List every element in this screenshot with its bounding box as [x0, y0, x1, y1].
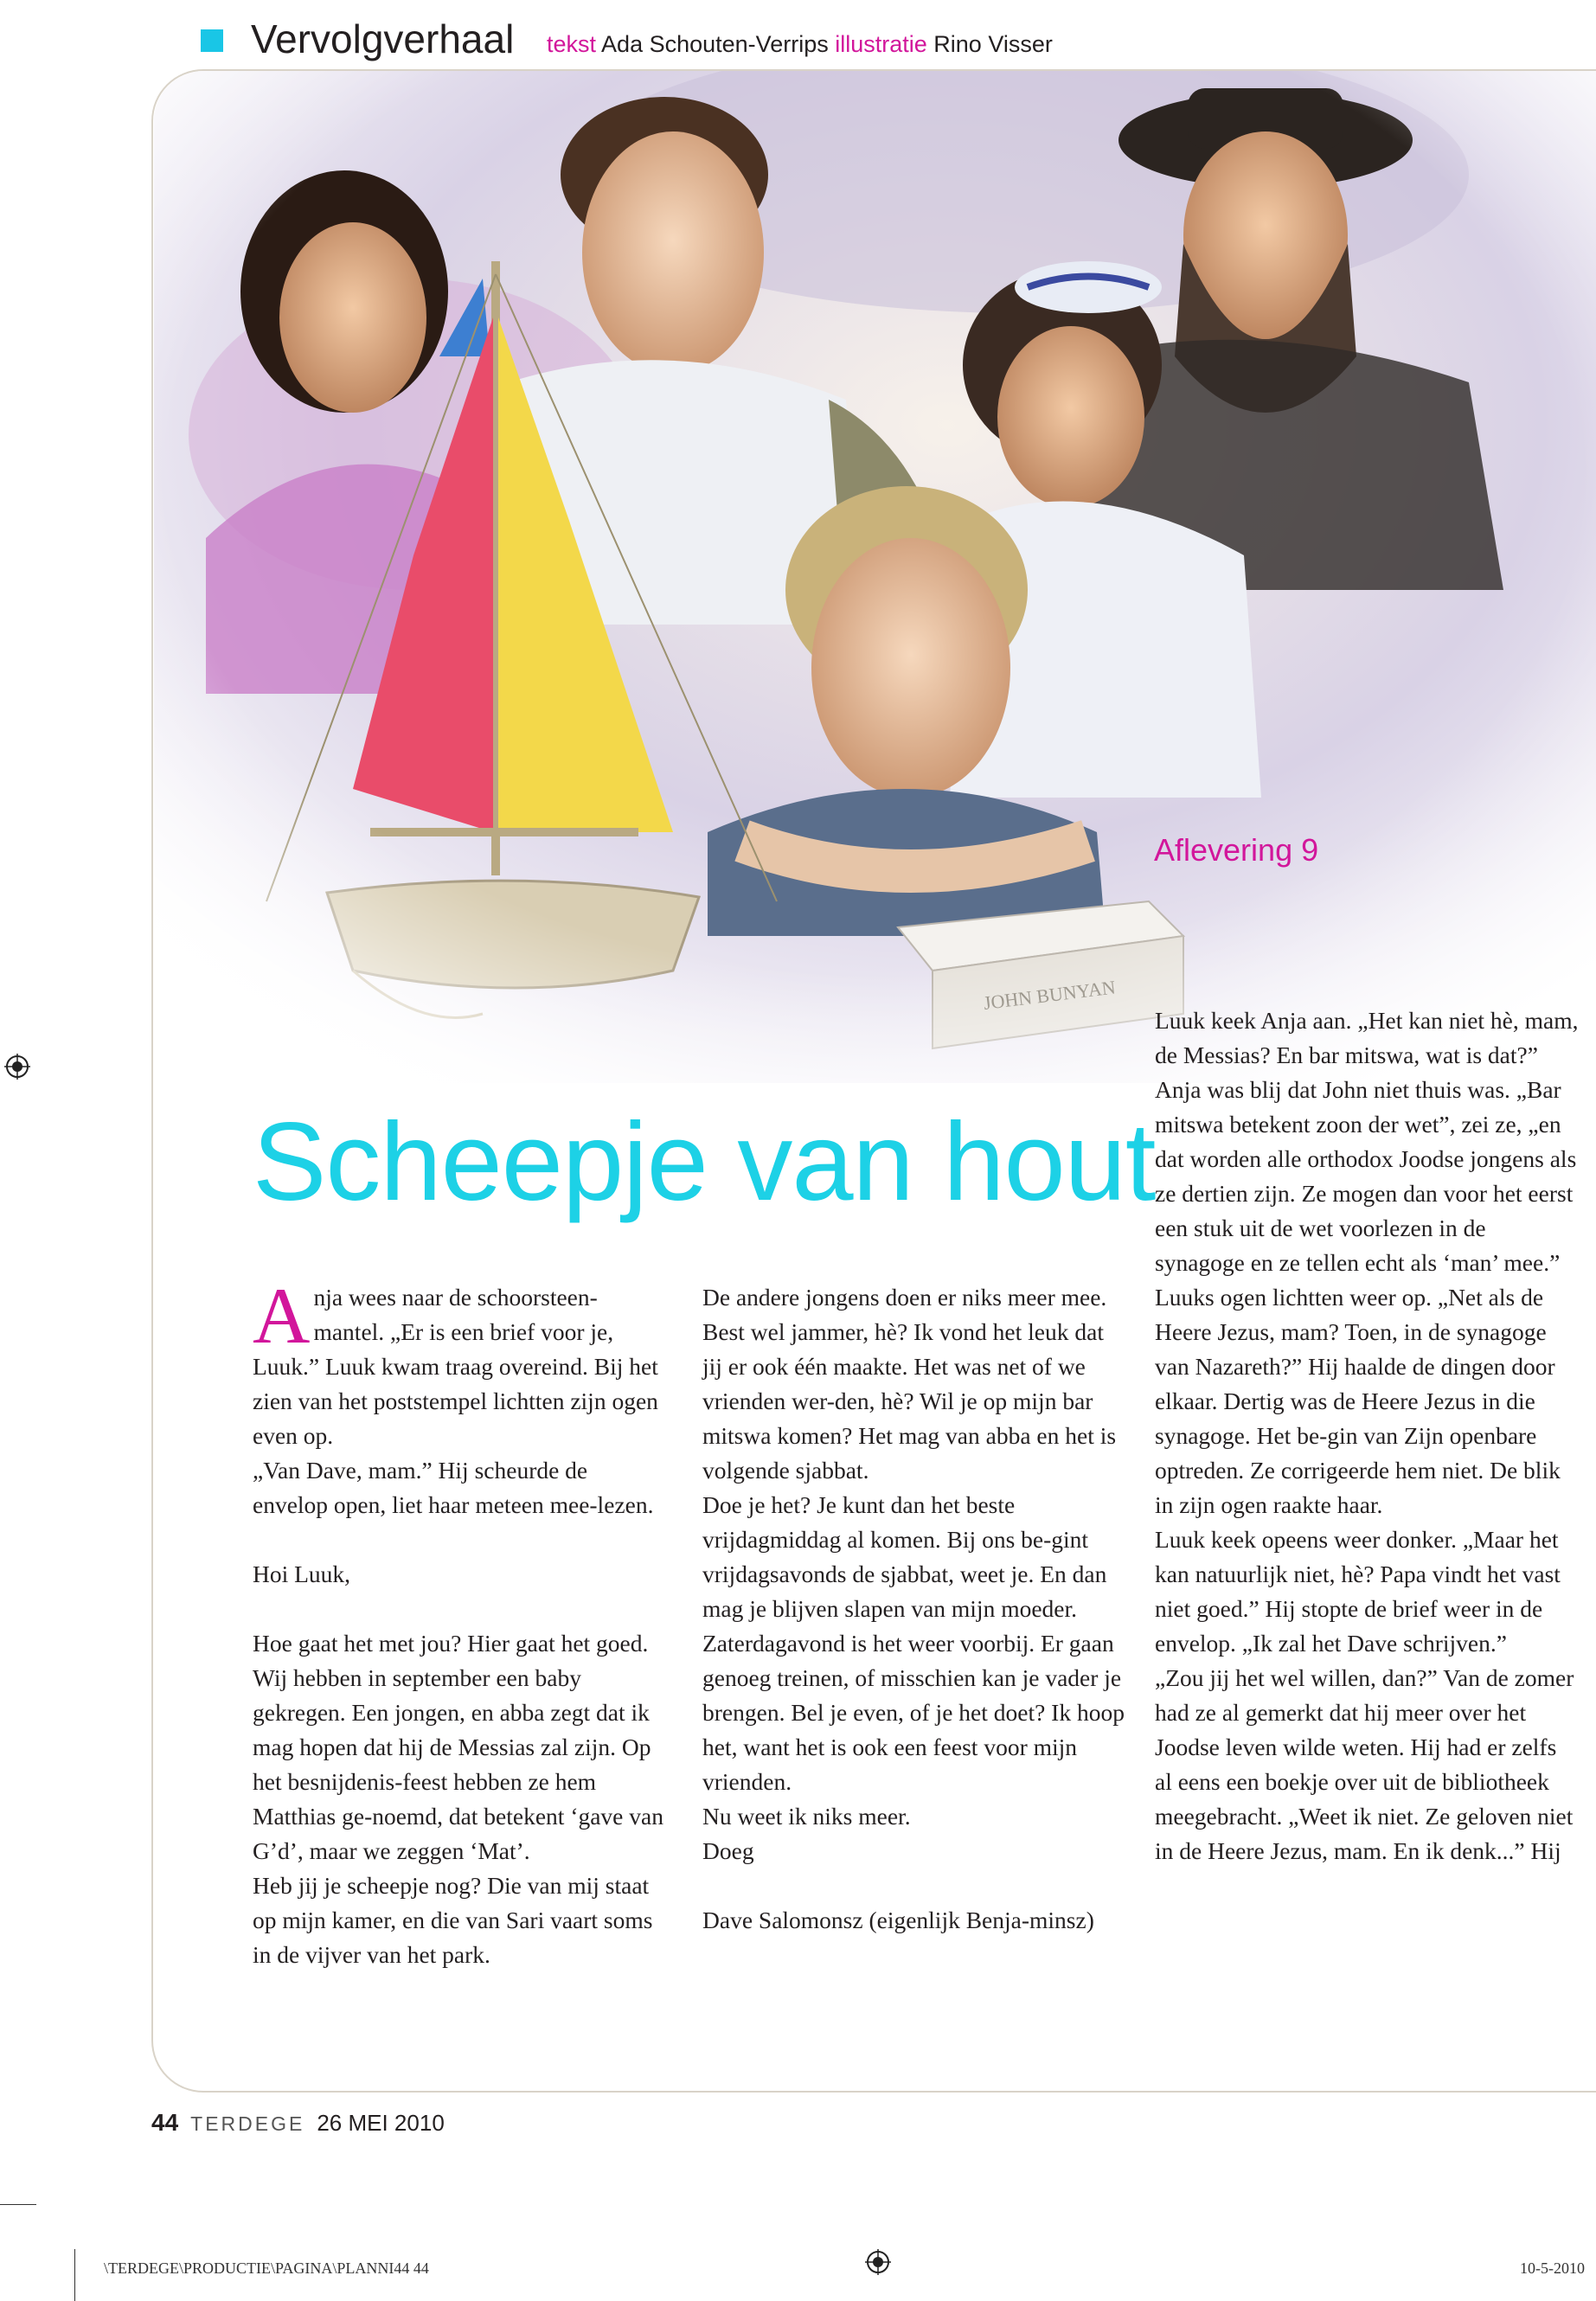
paragraph: Nu weet ik niks meer. — [702, 1803, 911, 1830]
letter-salutation: Hoi Luuk, — [253, 1561, 351, 1587]
article-column-3 — [1155, 1003, 1579, 1868]
paragraph: Hoe gaat het met jou? Hier gaat het goed. Wij hebben in september een baby gekregen. Een jongen, en abba zegt dat ik mag hopen dat hij de Messias zal zijn. Op het besnijdenis-feest hebben ze hem Matthias ge-noemd, dat betekent ‘gave van G’d’, maar we zeggen ‘Mat’. — [253, 1630, 663, 1864]
article-column-2 — [702, 1280, 1126, 1938]
paragraph: Doe je het? Je kunt dan het beste vrijdagmiddag al komen. Bij ons be-gint vrijdagsavonds de sjabbat, weet je. En dan mag je blijven slapen van mijn moeder. Zaterdagavond is het weer voorbij. Er gaan genoeg treinen, of misschien kan je vader je brengen. Bel je even, of je het doet? Ik hoop het, want het is ook een feest voor mijn vrienden. — [702, 1491, 1125, 1795]
paragraph: Luuk keek opeens weer donker. „Maar het kan natuurlijk niet, hè? Papa vindt het vast niet goed.” Hij stopte de brief weer in de envelop. „Ik zal het Dave schrijven.” — [1155, 1526, 1561, 1657]
episode-label: Aflevering 9 — [1154, 832, 1319, 868]
paragraph: „Zou jij het wel willen, dan?” Van de zomer had ze al gemerkt dat hij meer over het Joodse leven wilde weten. Hij had er zelfs al eens een boekje over uit de bibliotheek meegebracht. „Weet ik niet. Ze geloven niet in de Heere Jezus, mam. En ik denk...” Hij — [1155, 1664, 1574, 1864]
paragraph: Anja was blij dat John niet thuis was. „Bar mitswa betekent zoon der wet”, zei ze, „en dat worden alle orthodox Joodse jongens als ze dertien zijn. Ze mogen dan voor het eerst een stuk uit de wet voorlezen in de synagoge en ze tellen echt als ‘man’ mee.” — [1155, 1076, 1577, 1276]
magazine-name: TERDEGE — [190, 2112, 305, 2135]
article-column-1 — [253, 1272, 668, 1972]
text-label: tekst — [547, 31, 597, 57]
crop-mark — [0, 2204, 36, 2205]
paragraph: De andere jongens doen er niks meer mee. Best wel jammer, hè? Ik vond het leuk dat jij er ook één maakte. Het was net of we vrienden wer-den, hè? Wil je op mijn bar mitswa komen? Het mag van abba en het is volgende sjabbat. — [702, 1284, 1117, 1484]
issue-date: 26 MEI 2010 — [317, 2110, 445, 2136]
story-illustration — [154, 71, 1596, 1083]
paragraph: Luuk keek Anja aan. „Het kan niet hè, mam, de Messias? En bar mitswa, wat is dat?” — [1155, 1007, 1579, 1068]
letter-closing: Doeg — [702, 1837, 754, 1864]
drop-cap: A — [253, 1272, 311, 1360]
paragraph: Heb jij je scheepje nog? Die van mij staat op mijn kamer, en die van Sari vaart soms in de vijver van het park. — [253, 1872, 653, 1968]
letter-signature: Dave Salomonsz (eigenlijk Benja-minsz) — [702, 1907, 1094, 1933]
crop-mark — [74, 2249, 75, 2301]
illustration-label: illustratie — [835, 31, 927, 57]
illustrator: Rino Visser — [933, 31, 1053, 57]
registration-mark-icon — [865, 2249, 891, 2275]
credits — [547, 31, 1053, 58]
illustration-art — [154, 71, 1596, 1083]
slug-date: 10-5-2010 — [1520, 2259, 1585, 2277]
paragraph: „Van Dave, mam.” Hij scheurde de envelop open, liet haar meteen mee-lezen. — [253, 1457, 654, 1518]
headline: Scheepje van hout — [253, 1100, 1156, 1224]
registration-mark-icon — [4, 1054, 30, 1080]
folio — [151, 2109, 445, 2137]
section-title: Vervolgverhaal — [251, 16, 515, 61]
paragraph — [253, 1272, 668, 1453]
page-number: 44 — [151, 2109, 179, 2136]
paragraph: Luuks ogen lichtten weer op. „Net als de Heere Jezus, mam? Toen, in de synagoge van Nazareth?” Hij haalde de dingen door elkaar. Dertig was de Heere Jezus in die synagoge. Het be-gin van Zijn openbare optreden. Ze corrigeerde hem niet. De blik in zijn ogen raakte haar. — [1155, 1284, 1561, 1518]
author: Ada Schouten-Verrips — [601, 31, 829, 57]
slug-path: \TERDEGE\PRODUCTIE\PAGINA\PLANNI44 44 — [104, 2259, 429, 2277]
paragraph-text: nja wees naar de schoorsteen-mantel. „Er is een brief voor je, Luuk.” Luuk kwam traag overeind. Bij het zien van het poststempel lichtten zijn ogen even op. — [253, 1284, 658, 1449]
section-marker — [201, 29, 223, 52]
